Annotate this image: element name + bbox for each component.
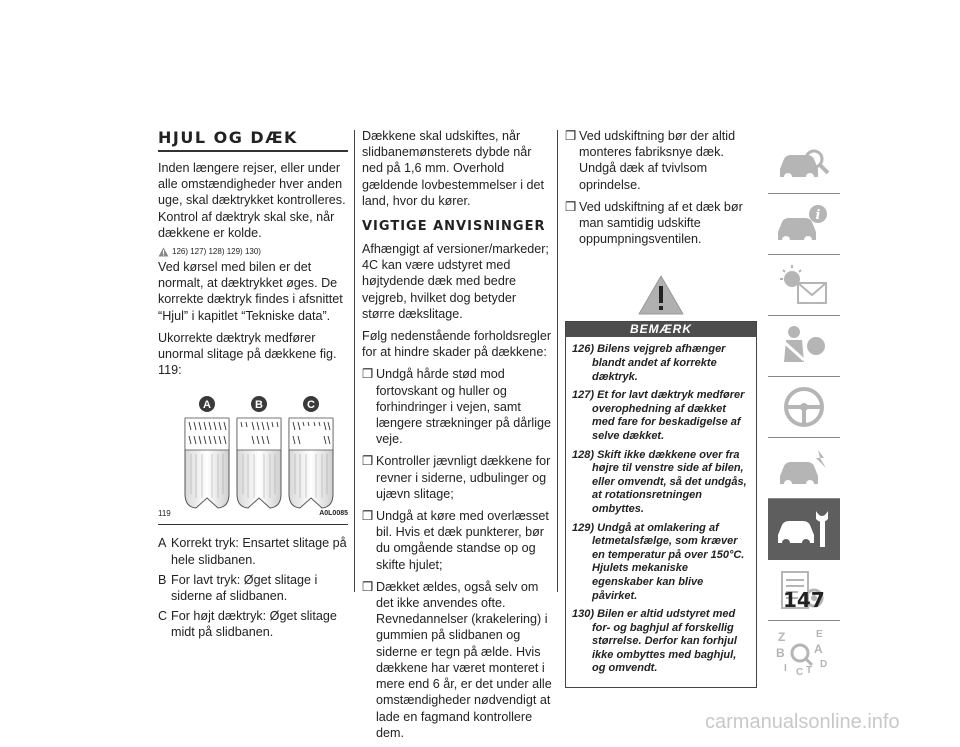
column-2 [362,128,552,747]
car-info-icon [774,200,832,248]
note-references [158,247,348,257]
car-wrench-icon [774,505,832,553]
note-body [566,337,756,687]
paragraph-wear: Ukorrekte dæktryk medfører unormal slitage på dækkene fig. 119: [158,330,337,378]
paragraph-precautions: Følg nedenstående forholdsregler for at hindre skader på dækkene: [362,329,552,360]
list-item: ❒ Ved udskiftning bør der altid monteres fabriksnye dæk. Undgå dæk af tvivlsom oprindelse. [565,129,736,192]
column-1 [158,128,348,645]
tyre-a [185,418,229,508]
tab-car-info[interactable] [768,194,840,255]
tab-car-overview[interactable] [768,133,840,194]
list-item: ❒ Undgå at køre med overlæsset bil. Hvis et dæk punkterer, bør du omgående standse op og skifte hjulet; [362,509,549,572]
figure-tyre-wear [158,394,348,525]
list-item: ❒ Dækket ældes, også selv om det ikke anvendes ofte. Revnedannelser (krakelering) i gummien på slidbanen og siderne er tegn på ælde. Hvis dækkene har været monteret i mere end 6 år, er det under alle omstændigheder nødvendigt at lade en fagmand kontrollere dem. [362,579,552,740]
list-item-a: A Korrekt tryk: Ensartet slitage på hele slidbanen. [158,536,347,567]
note-128: 128) Skift ikke dækkene over fra højre til venstre side af bilen, eller omvendt, så det undgås, at rotationsretningen ombyttes. [572,448,747,515]
car-magnifier-icon [774,139,832,187]
svg-text:B: B [776,646,785,660]
figure-code: A0L0085 [319,510,348,518]
svg-text:T: T [806,665,813,676]
note-header: BEMÆRK [566,322,756,337]
tyre-c [289,418,333,508]
svg-text:i: i [815,208,821,223]
paragraph-pressure-increase: Ved kørsel med bilen er det normalt, at dæktrykket øges. De korrekte dæktryk findes i afsnittet “Hjul” i kapitlet “Tekniske data”. [158,260,343,323]
warning-triangle-icon [638,275,684,315]
section-title: HJUL OG DÆK [158,128,348,152]
warning-triangle-icon [158,247,169,257]
watermark-footer: carmanualsonline.info [705,711,900,733]
label-b [251,396,267,412]
label-c [303,396,319,412]
tab-driving[interactable] [768,377,840,438]
paragraph-pressure-check: Inden længere rejser, eller under alle omstændigheder hver anden uge, skal dæktrykket kontrolleres. Kontrol af dæktryk skal ske, når dækkene er kolde. [158,161,346,240]
svg-text:C: C [307,399,315,412]
svg-text:A: A [203,399,211,412]
column-divider-1 [354,130,355,592]
svg-text:Z: Z [778,630,786,644]
tyre-wear-illustration [158,394,348,512]
paragraph-high-performance: Afhængigt af versioner/markeder; 4C kan være udstyret med højtydende dæk med bedre vejgreb, hvilket dog betyder større dækslitage. [362,242,549,321]
column-3 [565,128,757,688]
alphabet-index-icon [774,627,832,679]
list-item-c: C For højt dæktryk: Øget slitage midt på slidbanen. [158,609,337,640]
paragraph-tread-depth: Dækkene skal udskiftes, når slidbanemønsterets dybde når ned på 1,6 mm. Overhold gældende lovbestemmelser i det land, hvor du kører. [362,129,545,208]
tab-safety[interactable] [768,316,840,377]
seatbelt-airbag-icon [774,322,832,370]
warning-light-envelope-icon [774,261,832,309]
tab-index[interactable] [768,621,840,681]
svg-text:C: C [796,667,804,678]
svg-text:D: D [820,659,828,670]
note-box [565,321,757,688]
list-item: ❒ Ved udskiftning af et dæk bør man samtidig udskifte oppumpningsventilen. [565,199,743,247]
tab-maintenance[interactable] [768,499,840,560]
warning-sign [565,275,757,315]
svg-text:B: B [255,399,263,412]
car-crash-icon [774,444,832,492]
references-text: 126) 127) 128) 129) 130) [172,247,261,257]
svg-text:I: I [784,663,787,674]
section-heading-important: VIGTIGE ANVISNINGER [362,219,546,235]
steering-wheel-icon [774,383,832,431]
note-129: 129) Undgå at omlakering af letmetalsfælge, som kræver en temperatur på over 150°C. Hjulets mekaniske egenskaber kan blive påvirket. [572,521,745,602]
svg-text:A: A [814,642,823,656]
column-divider-2 [557,130,558,592]
note-130: 130) Bilen er altid udstyret med for- og baghjul af forskellig størrelse. Derfor kan forhjul ikke ombyttes med baghjul, og omvendt. [572,608,737,675]
svg-text:E: E [816,629,823,640]
list-item-b: B For lavt tryk: Øget slitage i siderne af slidbanen. [158,572,318,604]
note-126: 126) Bilens vejgreb afhænger blandt andet af korrekte dæktryk. [572,343,726,383]
tab-emergency[interactable] [768,438,840,499]
tab-warning-lights[interactable] [768,255,840,316]
note-127: 127) Et for lavt dæktryk medfører overophedning af dækket med fare for beskadigelse af selve dækket. [572,389,745,442]
figure-number: 119 [158,509,171,519]
tyre-b [237,418,281,508]
page-number: 147 [783,588,825,612]
list-item: ❒ Undgå hårde stød mod fortovskant og huller og forhindringer i vejen, samt længere strækninger på dårlige veje. [362,367,552,447]
list-item: ❒ Kontroller jævnligt dækkene for revner i siderne, udbulinger og ujævn slitage; [362,454,551,501]
label-a [199,396,215,412]
